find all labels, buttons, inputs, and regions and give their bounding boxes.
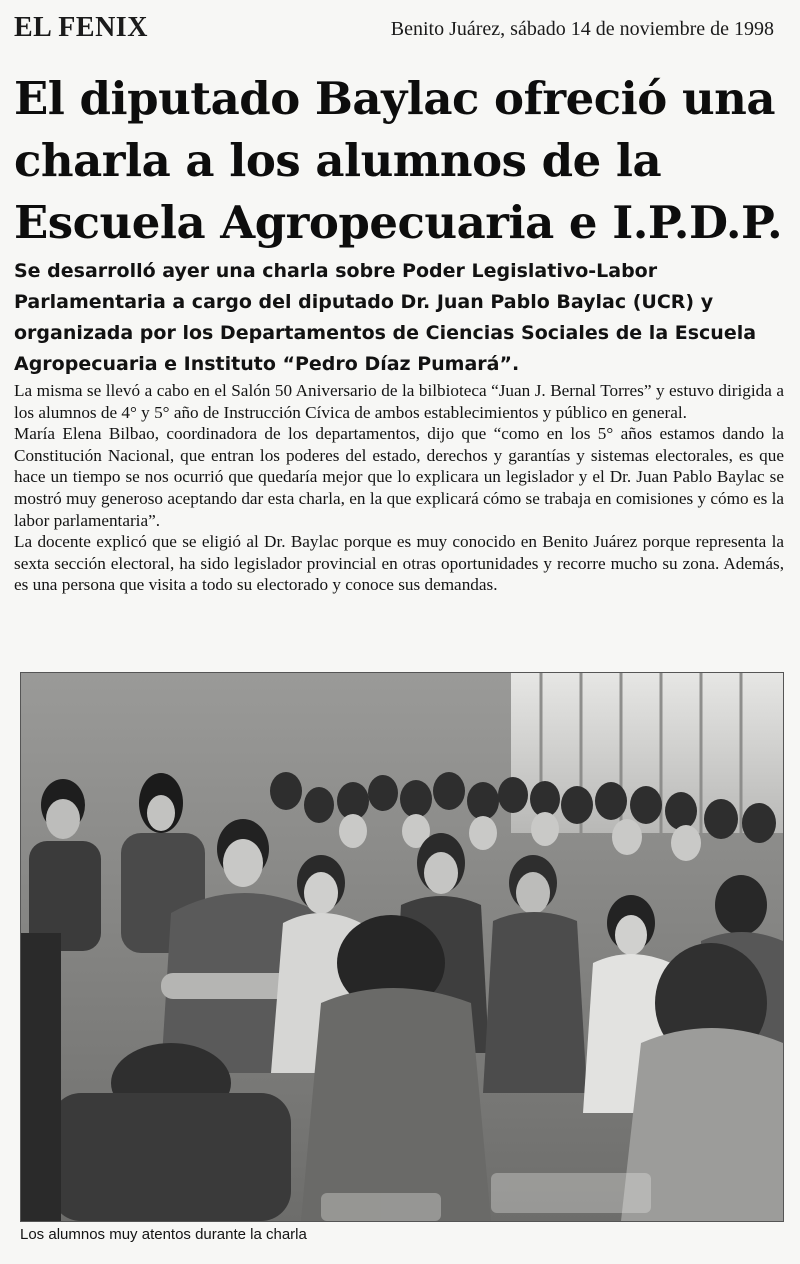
article-body	[14, 380, 784, 596]
headline: El diputado Baylac ofreció una charla a los alumnos de la Escuela Agropecuaria e I.P.D.P.	[14, 72, 783, 249]
masthead	[14, 10, 774, 50]
dateline: Benito Juárez, sábado 14 de noviembre de 1998	[390, 18, 774, 40]
article-deck: Se desarrolló ayer una charla sobre Poder Legislativo-Labor Parlamentaria a cargo del diputado Dr. Juan Pablo Baylac (UCR) y organizada por los Departamentos de Ciencias Sociales de la Escuela Agropecuaria e Instituto “Pedro Díaz Pumará”.	[14, 260, 757, 375]
photo-illustration	[21, 673, 783, 1221]
classroom-photo	[20, 672, 784, 1222]
newspaper-name: EL FENIX	[14, 12, 148, 43]
paragraph: La docente explicó que se eligió al Dr. Baylac porque es muy conocido en Benito Juárez porque representa la sexta sección electoral, ha sido legislador provincial en otras oportunidades y recorre mucho su zona. Además, es una persona que visita a todo su electorado y conoce sus demandas.	[14, 532, 784, 595]
photo-caption: Los alumnos muy atentos durante la charla	[20, 1226, 307, 1243]
paragraph: La misma se llevó a cabo en el Salón 50 Aniversario de la bilbioteca “Juan J. Bernal Torres” y estuvo dirigida a los alumnos de 4° y 5° año de Instrucción Cívica de ambos establecimientos y público en general.	[14, 381, 784, 422]
paragraph: María Elena Bilbao, coordinadora de los departamentos, dijo que “como en los 5° años estamos dando la Constitución Nacional, que entran los poderes del estado, derechos y garantías y sistemas electorales, es que hace un tiempo se nos ocurrió que quedaría mejor que lo explicara un legislador y el Dr. Juan Pablo Baylac se mostró muy generoso aceptando dar esta charla, en la que explicará cómo se trabaja en comisiones y cómo es la labor parlamentaria”.	[14, 424, 784, 530]
